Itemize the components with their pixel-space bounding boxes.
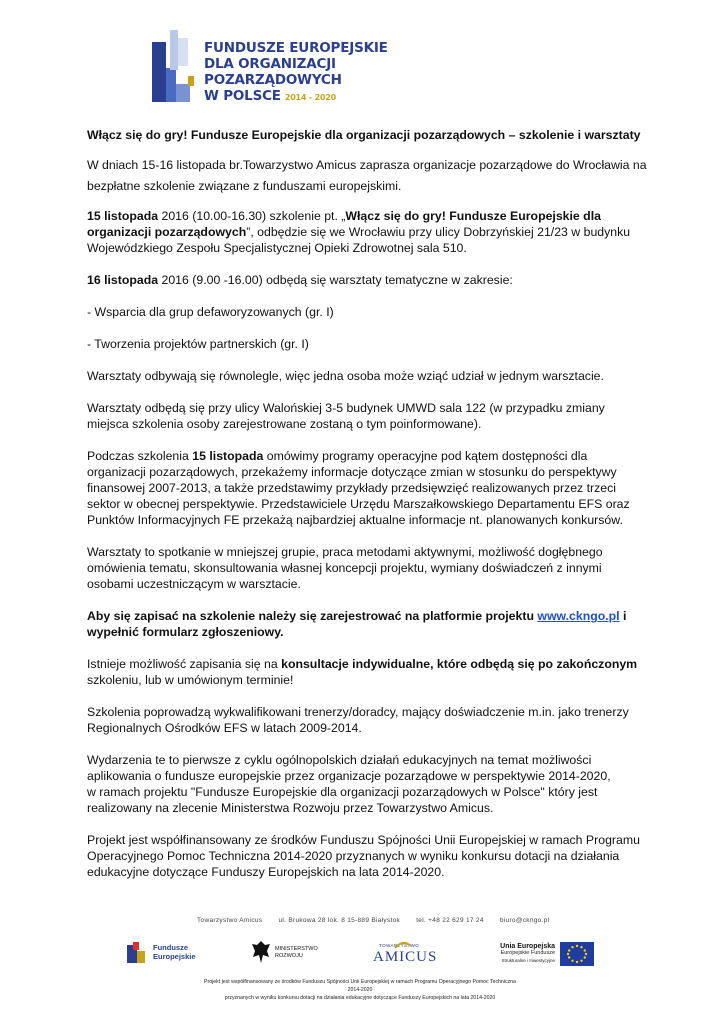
footer-street: ul. Brukowa 28 lok. 8 15-889 Białystok [278,917,401,924]
paragraph-program: Podczas szkolenia 15 listopada omówimy programy operacyjne pod kątem dostępności dla organizacji pozarządowych, przekażemy informacje dotyczące zmian w stosunku do perspektywy finansowej 2007-2013, a także przedstawimy przykłady przedsięwzięć realizowanych przez trzeci sektor w obecnej perspektywie. Przedstawiciele Urzędu Marszałkowskiego Departamentu EFS oraz Punktów Informacyjnych FE przekażą najbardziej aktualne informacje nt. planowanych konkursów. [87,449,630,527]
logo-line-1: FUNDUSZE EUROPEJSKIE [204,40,388,56]
footer-org: Towarzystwo Amicus [197,917,263,924]
amicus-swoosh-icon [395,941,411,949]
list-item: - Tworzenia projektów partnerskich (gr. I) [87,337,309,351]
footer-phone: tel. +48 22 629 17 24 [416,917,484,924]
paragraph-consultations: Istnieje możliwość zapisania się na konsultacje indywidualne, które odbędą się po zakończonym szkoleniu, lub w umówionym terminie! [87,657,638,687]
footer-note: Projekt jest współfinansowany ze środków Funduszu Spójności Unii Europejskiej w ramach Programu Operacyjnego Pomoc Techniczna 2014-2020 przyznanych w wyniku konkursu dotacji na działania edukacyjne dotyczące Funduszy Europejskich na lata 2014-2020 [204,979,516,1001]
fe-star-icon [125,941,151,965]
fundusze-europejskie-logo: Fundusze Europejskie [125,940,197,966]
paragraph-location: Warsztaty odbędą się przy ulicy Walońskiej 3-5 budynek UMWD sala 122 (w przypadku zmiany miejsca szkolenia osoby zarejestrowane zostaną o tym poinformowane). [87,401,605,431]
eagle-icon [251,939,271,965]
paragraph-funding: Projekt jest współfinansowany ze środków Funduszu Spójności Unii Europejskiej w ramach Programu Operacyjnego Pomoc Techniczna 2014-2020 przyznanych w wyniku konkursu dotacji na działania edukacyjne dotyczące Funduszy Europejskich na lata 2014-2020. [87,833,640,879]
footer-address [197,917,563,924]
footer-email: biuro@ckngo.pl [499,917,550,924]
header-logo [148,28,438,108]
training-title: Włącz się do gry! Fundusze Europejskie dla organizacji pozarządowych [87,209,601,239]
article-title: Włącz się do gry! Fundusze Europejskie dla organizacji pozarządowych – szkolenie i warsztaty [87,128,641,142]
ministerstwo-rozwoju-logo: MINISTERSTWO ROZWOJU [251,937,333,969]
paragraph-training: 15 listopada 2016 (10.00-16.30) szkolenie pt. „Włącz się do gry! Fundusze Europejskie dla organizacji pozarządowych”, odbędzie się we Wrocławiu przy ulicy Dobrzyńskiej 21/23 w budynku Wojewódzkiego Zespołu Specjalistycznej Opieki Zdrowotnej sala 510. [87,209,631,255]
paragraph-workshop-desc: Warsztaty to spotkanie w mniejszej grupie, praca metodami aktywnymi, możliwość dogłębnego omówienia tematu, skonsultowania własnej koncepcji projektu, wymiany doświadczeń z innymi osobami uczestniczącym w warsztacie. [87,545,603,591]
logo-line-2: DLA ORGANIZACJI POZARZĄDOWYCH [204,56,342,88]
unia-europejska-logo: Unia Europejska Europejskie Fundusze Strukturalne i Inwestycyjne [497,939,595,969]
logo-line-3: W POLSCE [204,88,281,104]
paragraph-registration: Aby się zapisać na szkolenie należy się zarejestrować na platformie projektu www.ckngo.pl i wypełnić formularz zgłoszeniowy. [87,609,627,639]
paragraph-workshops: 16 listopada 2016 (9.00 -16.00) odbędą się warsztaty tematyczne w zakresie: [87,273,513,287]
article [87,127,647,880]
training-date: 15 listopada [87,209,159,223]
logo-years: 2014 - 2020 [284,93,337,102]
logo-graphic [148,28,208,108]
paragraph-series: Wydarzenia te to pierwsze z cyklu ogólnopolskich działań edukacyjnych na temat możliwości aplikowania o fundusze europejskie przez organizacje pozarządowe w perspektywie 2014-2020, w ramach projektu "Fundusze Europejskie dla organizacji pozarządowych w Polsce" który jest realizowany na zlecenie Ministerstwa Rozwoju przez Towarzystwo Amicus. [87,753,611,815]
list-item: - Wsparcia dla grup defaworyzowanych (gr. I) [87,305,334,319]
intro-paragraph: W dniach 15-16 listopada br.Towarzystwo Amicus zaprasza organizacje pozarządowe do Wrocławia na bezpłatne szkolenie związane z funduszami europejskimi. [87,158,647,193]
paragraph-parallel: Warsztaty odbywają się równolegle, więc jedna osoba może wziąć udział w jednym warsztacie. [87,369,604,383]
amicus-logo: TOWARZYSTWO AMICUS [373,943,438,965]
logo-text [204,40,438,106]
workshop-date: 16 listopada [87,273,159,287]
eu-flag-icon [560,942,594,966]
registration-link[interactable]: www.ckngo.pl [537,609,620,623]
paragraph-trainers: Szkolenia poprowadzą wykwalifikowani trenerzy/doradcy, mający doświadczenie m.in. jako trenerzy Regionalnych Ośrodków EFS w latach 2009-2014. [87,705,629,735]
